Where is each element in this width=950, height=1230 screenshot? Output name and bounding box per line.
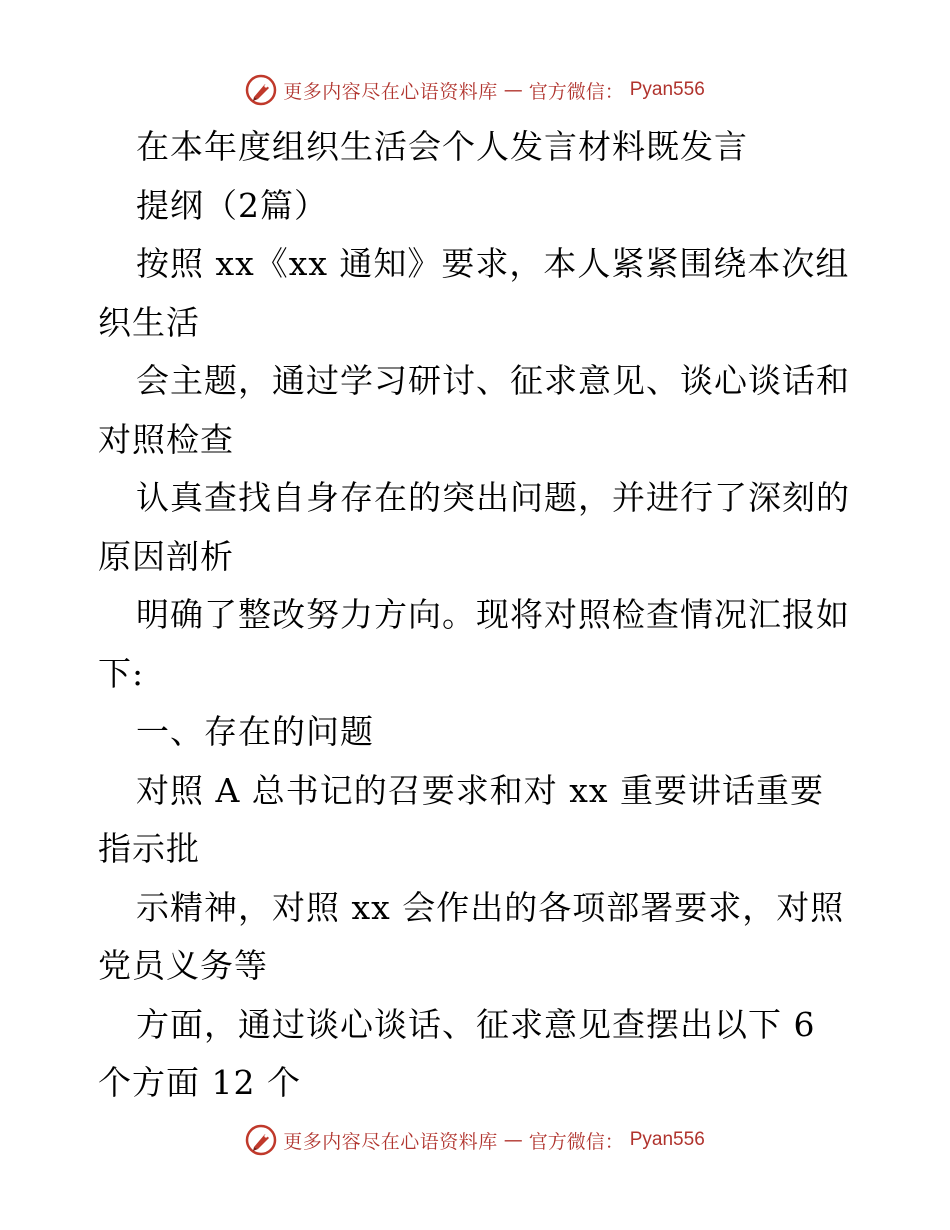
paragraph-line: 对照检查 (98, 419, 234, 459)
paragraph-line: 个方面 12 个 (98, 1063, 301, 1102)
section-heading: 一、存在的问题 (136, 712, 374, 751)
paragraph-line: 认真查找自身存在的突出问题，并进行了深刻的 (136, 478, 850, 517)
pen-nib-logo-icon (245, 74, 277, 106)
pen-nib-logo-icon (245, 1124, 277, 1156)
banner-text: 更多内容尽在心语资料库 (283, 80, 498, 103)
title-line-1: 在本年度组织生活会个人发言材料既发言 (136, 127, 748, 166)
paragraph-line: 下: (98, 653, 145, 693)
paragraph-line: 党员义务等 (98, 946, 268, 985)
header-banner (0, 70, 950, 110)
paragraph-line: 示精神，对照 xx 会作出的各项部署要求，对照 (136, 887, 845, 927)
paragraph-line: 对照 A 总书记的召要求和对 xx 重要讲话重要 (136, 770, 825, 810)
footer-banner (0, 1120, 950, 1160)
banner-id: Pyan556 (629, 79, 705, 100)
paragraph-line: 会主题，通过学习研讨、征求意见、谈心谈话和 (136, 361, 850, 400)
banner-separator: — (503, 79, 523, 101)
document-body (98, 118, 858, 1113)
banner-text: 更多内容尽在心语资料库 (283, 1130, 498, 1153)
paragraph-line: 明确了整改努力方向。现将对照检查情况汇报如 (136, 595, 850, 634)
paragraph-line: 织生活 (98, 302, 200, 342)
paragraph-line: 方面，通过谈心谈话、征求意见查摆出以下 6 (136, 1004, 816, 1044)
paragraph-line: 指示批 (98, 829, 200, 868)
banner-separator: — (503, 1129, 523, 1151)
title-line-2: 提纲（2篇） (136, 185, 328, 225)
banner-label: 官方微信： (528, 80, 624, 103)
paragraph-line: 按照 xx《xx 通知》要求，本人紧紧围绕本次组 (136, 244, 850, 283)
paragraph-line: 原因剖析 (98, 536, 234, 576)
banner-id: Pyan556 (629, 1129, 705, 1150)
banner-label: 官方微信： (528, 1130, 624, 1153)
